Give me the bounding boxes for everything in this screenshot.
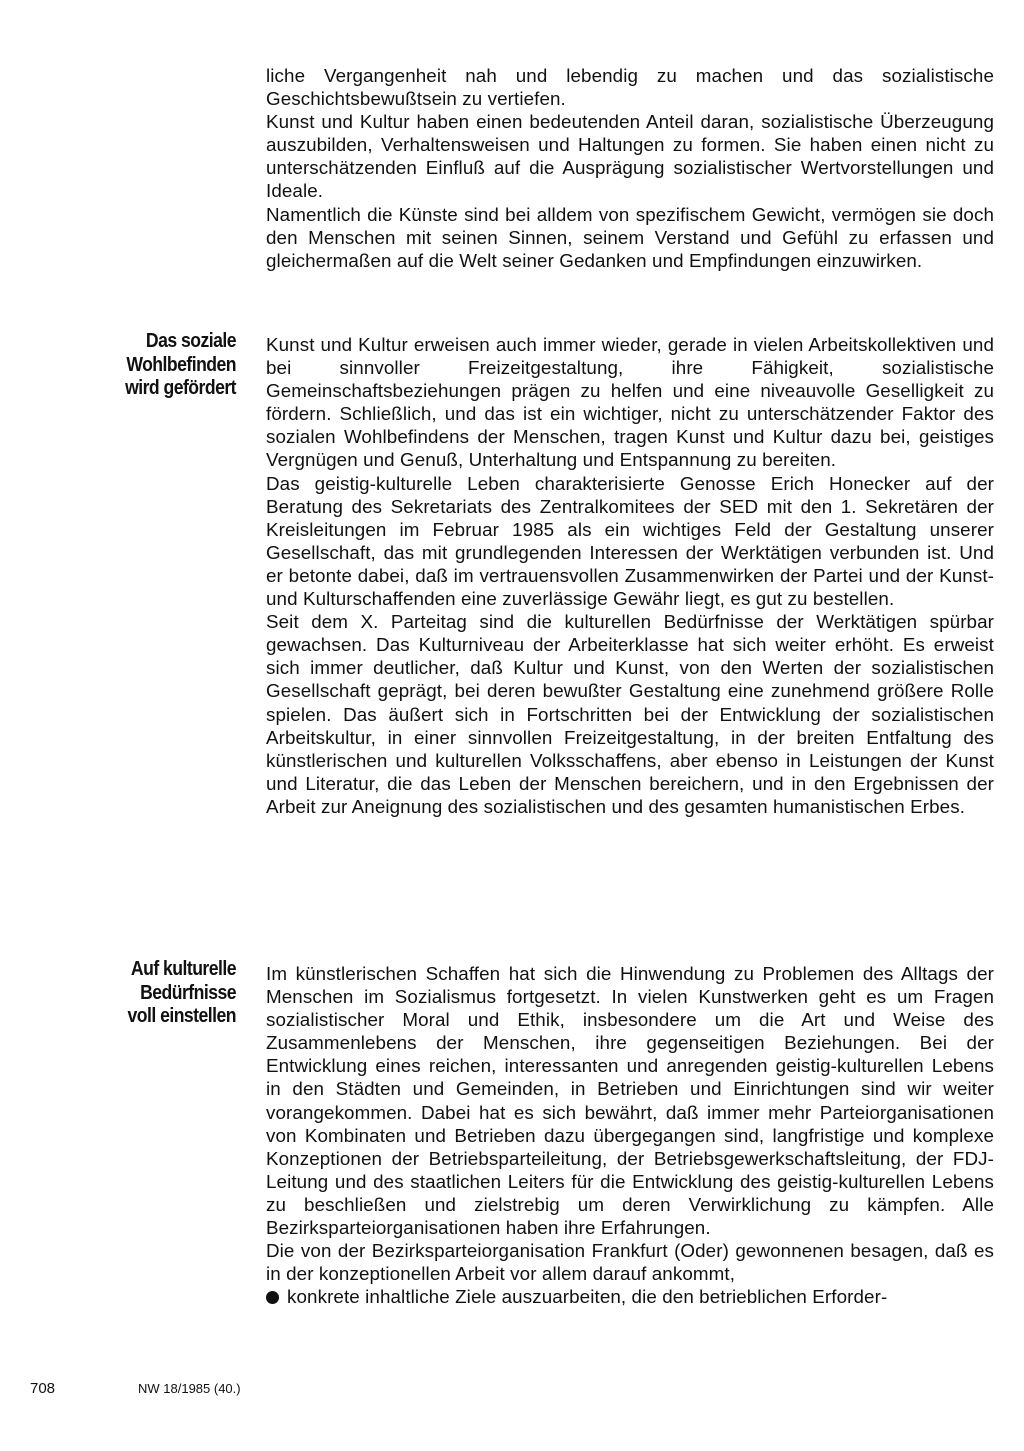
side-heading-line: Auf kulturelle (130, 958, 236, 980)
side-heading-line: voll einstellen (127, 1005, 236, 1027)
side-heading-line: Wohlbefinden (126, 353, 236, 376)
side-heading-beduerfnisse (92, 958, 236, 1029)
paragraph: Im künstlerischen Schaffen hat sich die Hinwendung zu Problemen des Alltags der Menschen im Sozialismus fortgesetzt. In vielen Kunstwerken geht es um Fragen sozialistischer Moral und Ethik, insbesondere um die Art und Weise des Zusammenlebens der Menschen, ihre gegenseitigen Beziehungen. Bei der Entwicklung eines reichen, interessanten und anregenden geistig-kulturellen Lebens in den Städten und Gemeinden, in Betrieben und Einrichtungen sind wir weiter vorangekommen. Dabei hat es sich bewährt, daß immer mehr Parteiorganisationen von Kombinaten und Betrieben dazu übergegangen sind, langfristige und komplexe Konzeptionen der Betriebsparteileitung, der Betriebsgewerkschaftsleitung, der FDJ-Leitung und des staatlichen Leiters für die Entwicklung des geistig-kulturellen Lebens zu beschließen und zielstrebig um deren Verwirklichung zu kämpfen. Alle Bezirksparteiorganisationen haben ihre Erfahrungen. (266, 963, 994, 1239)
paragraph: liche Vergangenheit nah und lebendig zu machen und das sozialistische Geschichtsbewußtsein zu vertiefen. (266, 65, 994, 110)
side-heading-line: Das soziale (145, 330, 236, 352)
paragraph: Das geistig-kulturelle Leben charakterisierte Genosse Erich Honecker auf der Beratung des Sekretariats des Zentralkomitees der SED mit den 1. Sekretären der Kreisleitungen im Februar 1985 als ein wichtiges Feld der Gestaltung unserer Gesellschaft, das mit grundlegenden Interessen der Werktätigen verbunden ist. Und er betonte dabei, daß im vertrauensvollen Zusammenwirken der Partei und der Kunst- und Kulturschaffenden eine zuverlässige Gewähr liegt, es gut zu bestellen. (266, 472, 994, 610)
side-heading-line: wird gefördert (125, 377, 236, 399)
issue-label: NW 18/1985 (40.) (138, 1381, 241, 1396)
side-heading-line: Bedürfnisse (140, 981, 236, 1004)
paragraph: Die von der Bezirksparteiorganisation Frankfurt (Oder) gewonnenen besagen, daß es in der konzeptionellen Arbeit vor allem darauf ankommt, (266, 1240, 994, 1285)
bullet-icon (266, 1291, 279, 1304)
section-beduerfnisse-text (266, 962, 994, 1308)
paragraph: Kunst und Kultur haben einen bedeutenden Anteil daran, sozialistische Überzeugung auszubilden, Verhaltensweisen und Haltungen zu formen. Sie haben einen nicht zu unterschätzenden Einfluß auf die Ausprägung sozialistischer Wertvorstellungen und Ideale. (266, 111, 994, 202)
section-wohlbefinden-text (266, 333, 994, 818)
page-number: 708 (30, 1380, 56, 1397)
bullet-text: konkrete inhaltliche Ziele auszuarbeiten, die den betrieblichen Erforder- (287, 1286, 888, 1308)
side-heading-wohlbefinden (92, 330, 236, 401)
intro-text-block (266, 64, 994, 272)
paragraph: Seit dem X. Parteitag sind die kulturellen Bedürfnisse der Werktätigen spürbar gewachsen. Das Kulturniveau der Arbeiterklasse hat sich weiter erhöht. Es erweist sich immer deutlicher, daß Kultur und Kunst, von den Werten der sozialistischen Gesellschaft geprägt, bei deren bewußter Gestaltung eine zunehmend größere Rolle spielen. Das äußert sich in Fortschritten bei der Entwicklung der sozialistischen Arbeitskultur, in einer sinnvollen Freizeitgestaltung, in der breiten Entfaltung des künstlerischen und kulturellen Volksschaffens, aber ebenso in Leistungen der Kunst und Literatur, die das Leben der Menschen bereichern, und in den Ergebnissen der Arbeit zur Aneignung des sozialistischen und des gesamten humanistischen Erbes. (266, 611, 994, 817)
paragraph: Kunst und Kultur erweisen auch immer wieder, gerade in vielen Arbeitskollektiven und bei sinnvoller Freizeitgestaltung, ihre Fähigkeit, sozialistische Gemeinschaftsbeziehungen prägen zu helfen und eine niveauvolle Geselligkeit zu fördern. Schließlich, und das ist ein wichtiger, nicht zu unterschätzender Faktor des sozialen Wohlbefindens der Menschen, tragen Kunst und Kultur dazu bei, geistiges Vergnügen und Genuß, Unterhaltung und Entspannung zu bereiten. (266, 334, 994, 471)
bullet-item (266, 1285, 994, 1308)
paragraph: Namentlich die Künste sind bei alldem von spezifischem Gewicht, vermögen sie doch den Menschen mit seinen Sinnen, seinem Verstand und Gefühl zu erfassen und gleichermaßen auf die Welt seiner Gedanken und Empfindungen einzuwirken. (266, 203, 994, 271)
